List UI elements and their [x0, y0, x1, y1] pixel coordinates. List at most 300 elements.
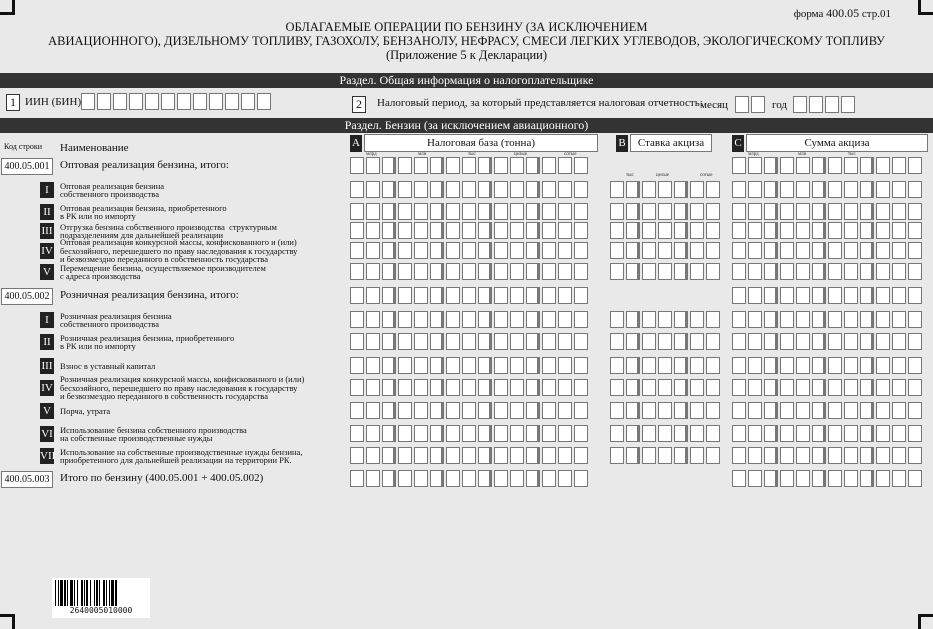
digit-cell[interactable] — [780, 181, 794, 198]
digit-cell[interactable] — [892, 222, 906, 239]
excise-amount-input[interactable] — [732, 203, 922, 220]
digit-cell[interactable] — [748, 402, 762, 419]
digit-cell[interactable] — [382, 157, 396, 174]
digit-cell[interactable] — [446, 333, 460, 350]
digit-cell[interactable] — [748, 447, 762, 464]
digit-cell[interactable] — [574, 157, 588, 174]
digit-cell[interactable] — [526, 357, 540, 374]
digit-cell[interactable] — [796, 447, 810, 464]
digit-cell[interactable] — [382, 447, 396, 464]
digit-cell[interactable] — [542, 287, 556, 304]
excise-amount-input[interactable] — [732, 333, 922, 350]
digit-cell[interactable] — [876, 311, 890, 328]
digit-cell[interactable] — [414, 447, 428, 464]
digit-cell[interactable] — [526, 181, 540, 198]
digit-cell[interactable] — [610, 242, 624, 259]
digit-cell[interactable] — [558, 263, 572, 280]
digit-cell[interactable] — [462, 181, 476, 198]
digit-cell[interactable] — [414, 470, 428, 487]
digit-cell[interactable] — [257, 93, 271, 110]
digit-cell[interactable] — [876, 157, 890, 174]
digit-cell[interactable] — [748, 181, 762, 198]
digit-cell[interactable] — [414, 181, 428, 198]
digit-cell[interactable] — [366, 222, 380, 239]
digit-cell[interactable] — [494, 181, 508, 198]
digit-cell[interactable] — [542, 379, 556, 396]
digit-cell[interactable] — [812, 379, 826, 396]
digit-cell[interactable] — [494, 357, 508, 374]
digit-cell[interactable] — [796, 181, 810, 198]
digit-cell[interactable] — [690, 263, 704, 280]
digit-cell[interactable] — [748, 203, 762, 220]
digit-cell[interactable] — [764, 157, 778, 174]
digit-cell[interactable] — [780, 263, 794, 280]
digit-cell[interactable] — [780, 470, 794, 487]
digit-cell[interactable] — [366, 263, 380, 280]
digit-cell[interactable] — [542, 242, 556, 259]
digit-cell[interactable] — [876, 181, 890, 198]
tax-base-input[interactable] — [350, 263, 588, 280]
digit-cell[interactable] — [446, 287, 460, 304]
digit-cell[interactable] — [844, 242, 858, 259]
digit-cell[interactable] — [860, 181, 874, 198]
digit-cell[interactable] — [462, 311, 476, 328]
digit-cell[interactable] — [430, 263, 444, 280]
digit-cell[interactable] — [478, 425, 492, 442]
digit-cell[interactable] — [462, 379, 476, 396]
digit-cell[interactable] — [876, 357, 890, 374]
digit-cell[interactable] — [812, 181, 826, 198]
digit-cell[interactable] — [510, 203, 524, 220]
digit-cell[interactable] — [542, 181, 556, 198]
digit-cell[interactable] — [780, 222, 794, 239]
digit-cell[interactable] — [828, 425, 842, 442]
digit-cell[interactable] — [526, 447, 540, 464]
digit-cell[interactable] — [812, 470, 826, 487]
digit-cell[interactable] — [574, 242, 588, 259]
digit-cell[interactable] — [892, 157, 906, 174]
digit-cell[interactable] — [366, 311, 380, 328]
digit-cell[interactable] — [690, 181, 704, 198]
digit-cell[interactable] — [876, 263, 890, 280]
digit-cell[interactable] — [446, 263, 460, 280]
digit-cell[interactable] — [382, 402, 396, 419]
digit-cell[interactable] — [574, 333, 588, 350]
digit-cell[interactable] — [764, 402, 778, 419]
digit-cell[interactable] — [748, 333, 762, 350]
digit-cell[interactable] — [748, 311, 762, 328]
excise-amount-input[interactable] — [732, 447, 922, 464]
digit-cell[interactable] — [690, 425, 704, 442]
digit-cell[interactable] — [350, 447, 364, 464]
digit-cell[interactable] — [414, 242, 428, 259]
digit-cell[interactable] — [860, 379, 874, 396]
tax-base-input[interactable] — [350, 333, 588, 350]
digit-cell[interactable] — [350, 379, 364, 396]
digit-cell[interactable] — [430, 357, 444, 374]
digit-cell[interactable] — [558, 425, 572, 442]
digit-cell[interactable] — [610, 425, 624, 442]
tax-base-input[interactable] — [350, 203, 588, 220]
digit-cell[interactable] — [828, 203, 842, 220]
digit-cell[interactable] — [876, 333, 890, 350]
digit-cell[interactable] — [748, 379, 762, 396]
digit-cell[interactable] — [876, 402, 890, 419]
digit-cell[interactable] — [382, 470, 396, 487]
digit-cell[interactable] — [748, 157, 762, 174]
digit-cell[interactable] — [462, 287, 476, 304]
digit-cell[interactable] — [812, 222, 826, 239]
digit-cell[interactable] — [690, 242, 704, 259]
digit-cell[interactable] — [764, 203, 778, 220]
digit-cell[interactable] — [526, 222, 540, 239]
digit-cell[interactable] — [462, 203, 476, 220]
digit-cell[interactable] — [812, 157, 826, 174]
digit-cell[interactable] — [398, 157, 412, 174]
digit-cell[interactable] — [828, 263, 842, 280]
tax-base-input[interactable] — [350, 379, 588, 396]
digit-cell[interactable] — [844, 263, 858, 280]
digit-cell[interactable] — [398, 379, 412, 396]
digit-cell[interactable] — [382, 181, 396, 198]
digit-cell[interactable] — [860, 287, 874, 304]
digit-cell[interactable] — [642, 263, 656, 280]
digit-cell[interactable] — [542, 157, 556, 174]
digit-cell[interactable] — [690, 222, 704, 239]
digit-cell[interactable] — [844, 222, 858, 239]
digit-cell[interactable] — [658, 222, 672, 239]
digit-cell[interactable] — [414, 157, 428, 174]
digit-cell[interactable] — [674, 203, 688, 220]
digit-cell[interactable] — [844, 425, 858, 442]
excise-rate-input[interactable] — [610, 222, 720, 239]
digit-cell[interactable] — [706, 311, 720, 328]
digit-cell[interactable] — [382, 203, 396, 220]
digit-cell[interactable] — [828, 333, 842, 350]
digit-cell[interactable] — [494, 402, 508, 419]
digit-cell[interactable] — [430, 333, 444, 350]
digit-cell[interactable] — [398, 357, 412, 374]
digit-cell[interactable] — [382, 379, 396, 396]
digit-cell[interactable] — [908, 311, 922, 328]
excise-rate-input[interactable] — [610, 311, 720, 328]
digit-cell[interactable] — [626, 181, 640, 198]
digit-cell[interactable] — [828, 470, 842, 487]
digit-cell[interactable] — [366, 447, 380, 464]
digit-cell[interactable] — [430, 203, 444, 220]
digit-cell[interactable] — [526, 287, 540, 304]
digit-cell[interactable] — [462, 402, 476, 419]
digit-cell[interactable] — [844, 333, 858, 350]
tax-base-input[interactable] — [350, 157, 588, 174]
digit-cell[interactable] — [812, 203, 826, 220]
digit-cell[interactable] — [658, 263, 672, 280]
digit-cell[interactable] — [642, 181, 656, 198]
digit-cell[interactable] — [828, 242, 842, 259]
digit-cell[interactable] — [610, 402, 624, 419]
digit-cell[interactable] — [876, 203, 890, 220]
digit-cell[interactable] — [764, 181, 778, 198]
digit-cell[interactable] — [446, 181, 460, 198]
digit-cell[interactable] — [780, 425, 794, 442]
digit-cell[interactable] — [706, 402, 720, 419]
digit-cell[interactable] — [510, 379, 524, 396]
excise-amount-input[interactable] — [732, 357, 922, 374]
digit-cell[interactable] — [610, 181, 624, 198]
digit-cell[interactable] — [510, 157, 524, 174]
digit-cell[interactable] — [674, 222, 688, 239]
digit-cell[interactable] — [494, 157, 508, 174]
digit-cell[interactable] — [382, 242, 396, 259]
digit-cell[interactable] — [241, 93, 255, 110]
digit-cell[interactable] — [828, 287, 842, 304]
digit-cell[interactable] — [706, 242, 720, 259]
digit-cell[interactable] — [780, 157, 794, 174]
excise-amount-input[interactable] — [732, 157, 922, 174]
digit-cell[interactable] — [526, 203, 540, 220]
digit-cell[interactable] — [892, 470, 906, 487]
digit-cell[interactable] — [812, 447, 826, 464]
digit-cell[interactable] — [748, 222, 762, 239]
digit-cell[interactable] — [478, 357, 492, 374]
digit-cell[interactable] — [892, 181, 906, 198]
excise-rate-input[interactable] — [610, 425, 720, 442]
digit-cell[interactable] — [494, 470, 508, 487]
digit-cell[interactable] — [542, 447, 556, 464]
digit-cell[interactable] — [350, 470, 364, 487]
digit-cell[interactable] — [478, 287, 492, 304]
digit-cell[interactable] — [542, 222, 556, 239]
digit-cell[interactable] — [414, 287, 428, 304]
digit-cell[interactable] — [812, 333, 826, 350]
digit-cell[interactable] — [462, 333, 476, 350]
digit-cell[interactable] — [446, 425, 460, 442]
digit-cell[interactable] — [626, 333, 640, 350]
digit-cell[interactable] — [892, 379, 906, 396]
digit-cell[interactable] — [658, 333, 672, 350]
year-input[interactable] — [793, 96, 855, 113]
digit-cell[interactable] — [812, 242, 826, 259]
digit-cell[interactable] — [558, 379, 572, 396]
digit-cell[interactable] — [626, 263, 640, 280]
digit-cell[interactable] — [876, 222, 890, 239]
digit-cell[interactable] — [610, 222, 624, 239]
digit-cell[interactable] — [398, 425, 412, 442]
digit-cell[interactable] — [510, 181, 524, 198]
digit-cell[interactable] — [350, 263, 364, 280]
tax-base-input[interactable] — [350, 222, 588, 239]
digit-cell[interactable] — [462, 357, 476, 374]
digit-cell[interactable] — [706, 263, 720, 280]
digit-cell[interactable] — [860, 311, 874, 328]
digit-cell[interactable] — [860, 203, 874, 220]
digit-cell[interactable] — [414, 402, 428, 419]
digit-cell[interactable] — [382, 311, 396, 328]
digit-cell[interactable] — [350, 402, 364, 419]
digit-cell[interactable] — [478, 203, 492, 220]
digit-cell[interactable] — [732, 311, 746, 328]
digit-cell[interactable] — [446, 379, 460, 396]
digit-cell[interactable] — [780, 242, 794, 259]
digit-cell[interactable] — [764, 379, 778, 396]
digit-cell[interactable] — [732, 242, 746, 259]
digit-cell[interactable] — [574, 181, 588, 198]
digit-cell[interactable] — [908, 181, 922, 198]
digit-cell[interactable] — [113, 93, 127, 110]
digit-cell[interactable] — [414, 311, 428, 328]
excise-rate-input[interactable] — [610, 379, 720, 396]
tax-base-input[interactable] — [350, 311, 588, 328]
excise-rate-input[interactable] — [610, 402, 720, 419]
digit-cell[interactable] — [860, 470, 874, 487]
digit-cell[interactable] — [732, 333, 746, 350]
digit-cell[interactable] — [674, 357, 688, 374]
digit-cell[interactable] — [558, 357, 572, 374]
digit-cell[interactable] — [748, 287, 762, 304]
digit-cell[interactable] — [382, 222, 396, 239]
digit-cell[interactable] — [674, 425, 688, 442]
digit-cell[interactable] — [430, 242, 444, 259]
digit-cell[interactable] — [526, 402, 540, 419]
digit-cell[interactable] — [398, 470, 412, 487]
digit-cell[interactable] — [574, 425, 588, 442]
digit-cell[interactable] — [908, 402, 922, 419]
digit-cell[interactable] — [510, 402, 524, 419]
digit-cell[interactable] — [446, 222, 460, 239]
digit-cell[interactable] — [382, 333, 396, 350]
digit-cell[interactable] — [690, 379, 704, 396]
digit-cell[interactable] — [510, 425, 524, 442]
digit-cell[interactable] — [764, 357, 778, 374]
digit-cell[interactable] — [732, 402, 746, 419]
digit-cell[interactable] — [462, 470, 476, 487]
digit-cell[interactable] — [97, 93, 111, 110]
digit-cell[interactable] — [177, 93, 191, 110]
digit-cell[interactable] — [876, 425, 890, 442]
digit-cell[interactable] — [574, 379, 588, 396]
digit-cell[interactable] — [812, 287, 826, 304]
digit-cell[interactable] — [494, 222, 508, 239]
digit-cell[interactable] — [574, 311, 588, 328]
digit-cell[interactable] — [478, 157, 492, 174]
digit-cell[interactable] — [860, 333, 874, 350]
digit-cell[interactable] — [478, 402, 492, 419]
digit-cell[interactable] — [382, 287, 396, 304]
digit-cell[interactable] — [366, 203, 380, 220]
digit-cell[interactable] — [446, 470, 460, 487]
digit-cell[interactable] — [658, 402, 672, 419]
digit-cell[interactable] — [626, 311, 640, 328]
digit-cell[interactable] — [626, 447, 640, 464]
digit-cell[interactable] — [430, 425, 444, 442]
digit-cell[interactable] — [876, 242, 890, 259]
digit-cell[interactable] — [350, 157, 364, 174]
digit-cell[interactable] — [780, 311, 794, 328]
digit-cell[interactable] — [844, 287, 858, 304]
digit-cell[interactable] — [690, 447, 704, 464]
digit-cell[interactable] — [350, 333, 364, 350]
digit-cell[interactable] — [462, 263, 476, 280]
excise-amount-input[interactable] — [732, 287, 922, 304]
digit-cell[interactable] — [658, 181, 672, 198]
digit-cell[interactable] — [626, 379, 640, 396]
digit-cell[interactable] — [366, 470, 380, 487]
digit-cell[interactable] — [812, 402, 826, 419]
digit-cell[interactable] — [558, 203, 572, 220]
digit-cell[interactable] — [642, 402, 656, 419]
digit-cell[interactable] — [642, 379, 656, 396]
digit-cell[interactable] — [892, 287, 906, 304]
digit-cell[interactable] — [574, 357, 588, 374]
digit-cell[interactable] — [908, 157, 922, 174]
digit-cell[interactable] — [398, 203, 412, 220]
digit-cell[interactable] — [764, 425, 778, 442]
digit-cell[interactable] — [828, 157, 842, 174]
digit-cell[interactable] — [796, 402, 810, 419]
digit-cell[interactable] — [430, 222, 444, 239]
digit-cell[interactable] — [908, 222, 922, 239]
digit-cell[interactable] — [446, 447, 460, 464]
digit-cell[interactable] — [574, 470, 588, 487]
digit-cell[interactable] — [398, 287, 412, 304]
month-input[interactable] — [735, 96, 765, 113]
digit-cell[interactable] — [844, 203, 858, 220]
digit-cell[interactable] — [610, 447, 624, 464]
digit-cell[interactable] — [658, 425, 672, 442]
digit-cell[interactable] — [844, 157, 858, 174]
digit-cell[interactable] — [796, 333, 810, 350]
digit-cell[interactable] — [674, 402, 688, 419]
digit-cell[interactable] — [735, 96, 749, 113]
digit-cell[interactable] — [828, 447, 842, 464]
digit-cell[interactable] — [558, 222, 572, 239]
digit-cell[interactable] — [462, 425, 476, 442]
digit-cell[interactable] — [462, 242, 476, 259]
digit-cell[interactable] — [812, 357, 826, 374]
digit-cell[interactable] — [574, 222, 588, 239]
digit-cell[interactable] — [478, 222, 492, 239]
digit-cell[interactable] — [658, 357, 672, 374]
excise-amount-input[interactable] — [732, 222, 922, 239]
digit-cell[interactable] — [780, 402, 794, 419]
digit-cell[interactable] — [494, 287, 508, 304]
digit-cell[interactable] — [780, 287, 794, 304]
excise-amount-input[interactable] — [732, 425, 922, 442]
digit-cell[interactable] — [764, 470, 778, 487]
digit-cell[interactable] — [542, 470, 556, 487]
digit-cell[interactable] — [494, 311, 508, 328]
digit-cell[interactable] — [908, 357, 922, 374]
digit-cell[interactable] — [494, 425, 508, 442]
digit-cell[interactable] — [828, 357, 842, 374]
digit-cell[interactable] — [812, 311, 826, 328]
digit-cell[interactable] — [844, 311, 858, 328]
digit-cell[interactable] — [876, 287, 890, 304]
digit-cell[interactable] — [542, 402, 556, 419]
digit-cell[interactable] — [764, 311, 778, 328]
digit-cell[interactable] — [510, 222, 524, 239]
digit-cell[interactable] — [414, 357, 428, 374]
digit-cell[interactable] — [526, 242, 540, 259]
digit-cell[interactable] — [732, 157, 746, 174]
digit-cell[interactable] — [430, 311, 444, 328]
digit-cell[interactable] — [350, 242, 364, 259]
digit-cell[interactable] — [748, 470, 762, 487]
excise-amount-input[interactable] — [732, 263, 922, 280]
digit-cell[interactable] — [748, 357, 762, 374]
digit-cell[interactable] — [430, 181, 444, 198]
digit-cell[interactable] — [642, 447, 656, 464]
